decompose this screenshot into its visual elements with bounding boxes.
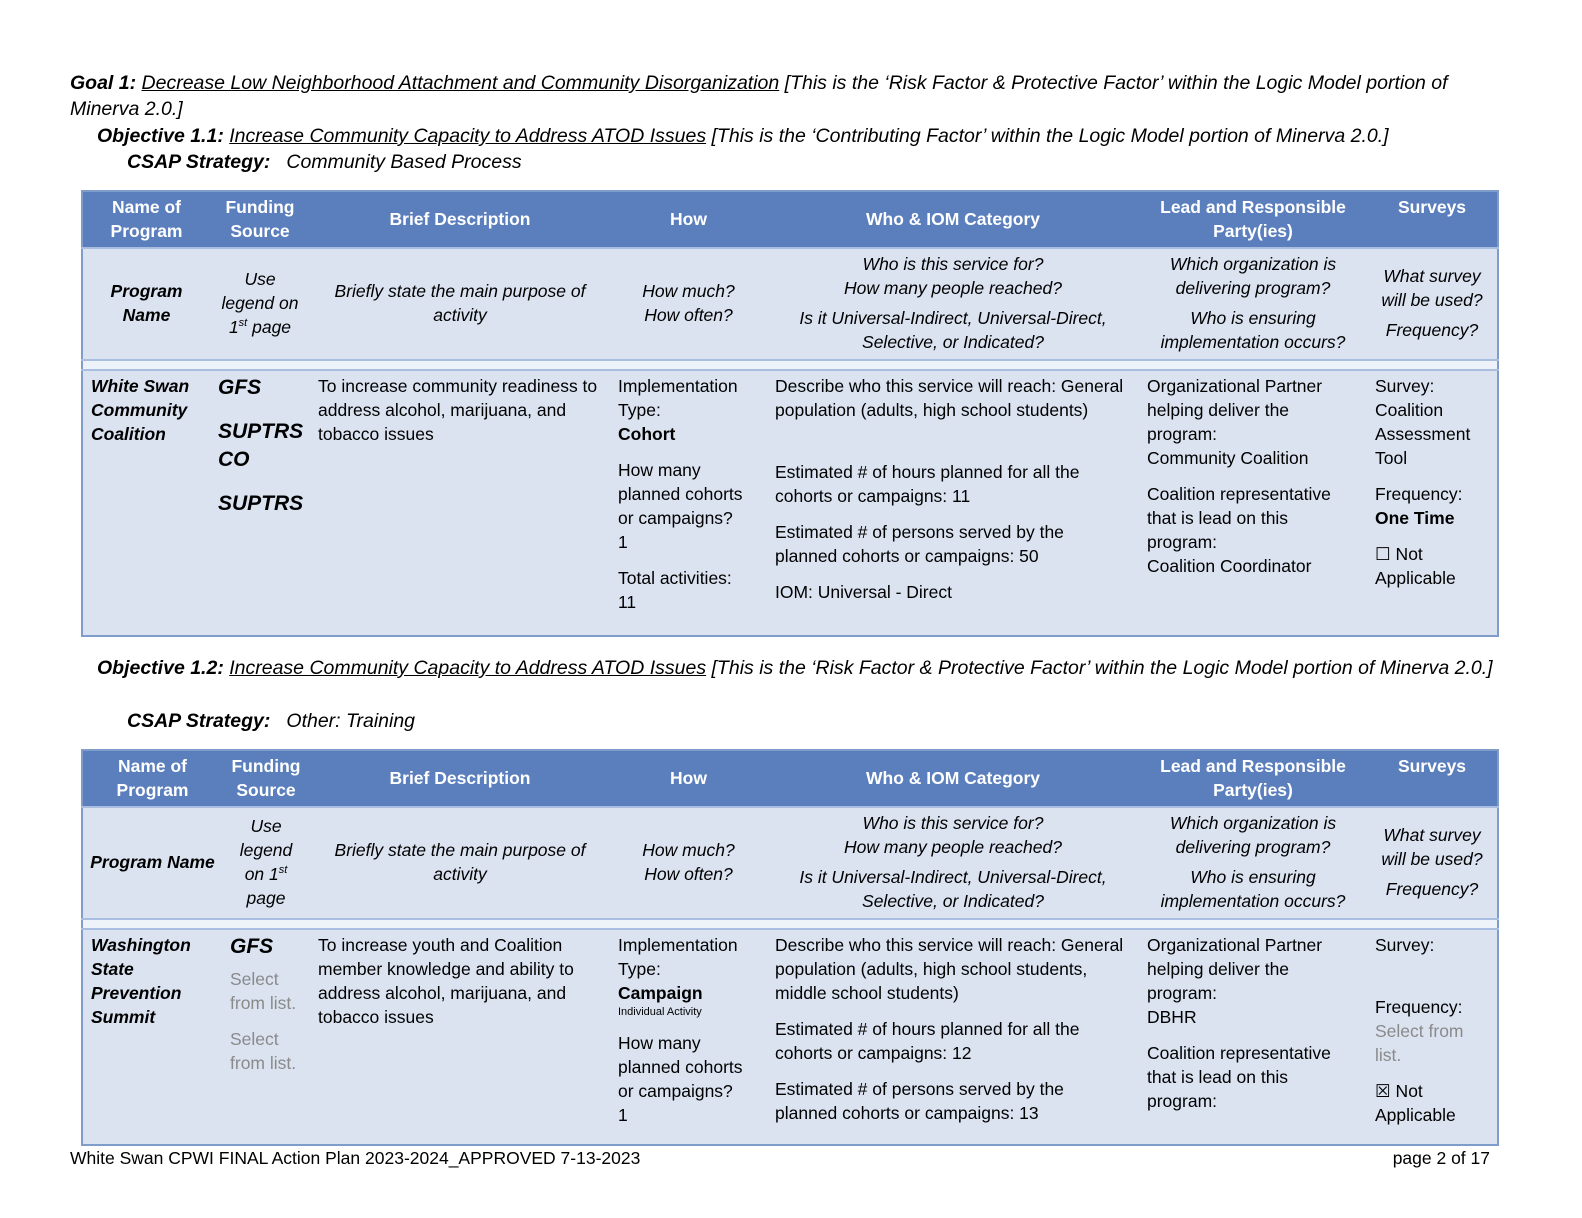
objective-title: Increase Community Capacity to Address ATOD Issues [229,125,707,147]
goal-title: Decrease Low Neighborhood Attachment and Community Disorganization [141,72,780,94]
sub-who: Who is this service for? How many people reached? Is it Universal-Indirect, Universal-Direct, Selective, or Indicated? [767,248,1139,360]
col-brief-description: Brief Description [310,191,610,248]
sub-funding: Use legend on 1st page [210,248,310,360]
surveys-cell: Survey: Frequency: Select from list. ☒ Not Applicable [1367,929,1498,1145]
separator-row [82,919,1498,929]
footer-document-title: White Swan CPWI FINAL Action Plan 2023-2024_APPROVED 7-13-2023 [70,1148,641,1168]
col-funding-source: Funding Source [222,750,310,807]
sub-description: Briefly state the main purpose of activity [310,248,610,360]
col-who-iom: Who & IOM Category [767,750,1139,807]
how-cell: Implementation Type: Campaign Individual Activity How many planned cohorts or campaigns? 1 [610,929,767,1145]
select-from-list[interactable]: Select from list. [230,969,297,1013]
col-how: How [610,191,767,248]
col-brief-description: Brief Description [310,750,610,807]
description-cell: To increase community readiness to address alcohol, marijuana, and tobacco issues [310,370,610,636]
col-name-of-program: Name of Program [82,750,222,807]
footer-page-number: page 2 of 17 [1392,1148,1490,1168]
strategy-label: CSAP Strategy: [127,151,271,173]
who-cell: Describe who this service will reach: General population (adults, high school students) Estimated # of hours planned for all the cohorts or campaigns: 11 Estimated # of persons served by the planned cohorts or campaigns: 50 IOM: Universal - Direct [767,370,1139,636]
sub-funding: Use legend on 1st page [222,807,310,919]
program-name: Washington State Prevention Summit [82,929,222,1145]
description-cell: To increase youth and Coalition member knowledge and ability to address alcohol, marijuana, and tobacco issues [310,929,610,1145]
csap-strategy-1 [127,149,522,175]
goal-note: [This is the ‘Risk Factor & Protective Factor’ within the Logic Model portion of Minerva 2.0.] [70,72,1448,120]
sub-description: Briefly state the main purpose of activity [310,807,610,919]
select-from-list[interactable]: Select from list. [230,1029,297,1073]
sub-program-name: Program Name [82,807,222,919]
lead-cell: Organizational Partner helping deliver the program: DBHR Coalition representative that is lead on this program: [1139,929,1367,1145]
program-name: White Swan Community Coalition [82,370,210,636]
col-who-iom: Who & IOM Category [767,191,1139,248]
table-header-row [82,191,1498,248]
sub-how: How much? How often? [610,248,767,360]
strategy-value: Community Based Process [286,151,522,173]
sub-program-name: Program Name [82,248,210,360]
sub-lead: Which organization is delivering program? Who is ensuring implementation occurs? [1139,807,1367,919]
csap-strategy-2 [127,708,415,734]
objective-note: [This is the ‘Contributing Factor’ within the Logic Model portion of Minerva 2.0.] [711,125,1389,147]
lead-cell: Organizational Partner helping deliver the program: Community Coalition Coalition representative that is lead on this program: Coalition Coordinator [1139,370,1367,636]
sub-surveys: What survey will be used? Frequency? [1367,248,1498,360]
objective-1-2-heading [97,655,1517,681]
table-subheader-row [82,807,1498,919]
objective-label: Objective 1.1: [97,125,224,147]
separator-row [82,360,1498,370]
col-lead-party: Lead and Responsible Party(ies) [1139,191,1367,248]
objective-label: Objective 1.2: [97,657,224,679]
col-how: How [610,750,767,807]
objective-title: Increase Community Capacity to Address ATOD Issues [229,657,707,679]
col-surveys: Surveys [1367,191,1498,248]
not-applicable-checkbox[interactable]: ☒ Not Applicable [1375,1081,1456,1125]
goal-label: Goal 1: [70,72,137,94]
objective-1-1-heading [97,123,1517,149]
objective-note: [This is the ‘Risk Factor & Protective Factor’ within the Logic Model portion of Minerva 2.0.] [711,657,1493,679]
strategy-value: Other: Training [286,710,416,732]
col-surveys: Surveys [1367,750,1498,807]
sub-lead: Which organization is delivering program? Who is ensuring implementation occurs? [1139,248,1367,360]
goal-heading [70,70,1510,122]
table-row [82,929,1498,1145]
program-table-1 [81,190,1499,637]
select-from-list[interactable]: Select from list. [1375,1021,1464,1065]
sub-how: How much? How often? [610,807,767,919]
strategy-label: CSAP Strategy: [127,710,271,732]
program-table-2 [81,749,1499,1146]
table-subheader-row [82,248,1498,360]
sub-surveys: What survey will be used? Frequency? [1367,807,1498,919]
funding-cell: GFS Select from list. Select from list. [222,929,310,1145]
how-cell: Implementation Type: Cohort How many planned cohorts or campaigns? 1 Total activities: 11 [610,370,767,636]
who-cell: Describe who this service will reach: General population (adults, high school students, middle school students) Estimated # of hours planned for all the cohorts or campaigns: 12 Estimated # of persons served by the planned cohorts or campaigns: 13 [767,929,1139,1145]
not-applicable-checkbox[interactable]: ☐ Not Applicable [1375,544,1456,588]
sub-who: Who is this service for? How many people reached? Is it Universal-Indirect, Universal-Direct, Selective, or Indicated? [767,807,1139,919]
col-funding-source: Funding Source [210,191,310,248]
table-row [82,370,1498,636]
funding-cell: GFS SUPTRS CO SUPTRS [210,370,310,636]
table-header-row [82,750,1498,807]
col-name-of-program: Name of Program [82,191,210,248]
col-lead-party: Lead and Responsible Party(ies) [1139,750,1367,807]
surveys-cell: Survey: Coalition Assessment Tool Frequency: One Time ☐ Not Applicable [1367,370,1498,636]
